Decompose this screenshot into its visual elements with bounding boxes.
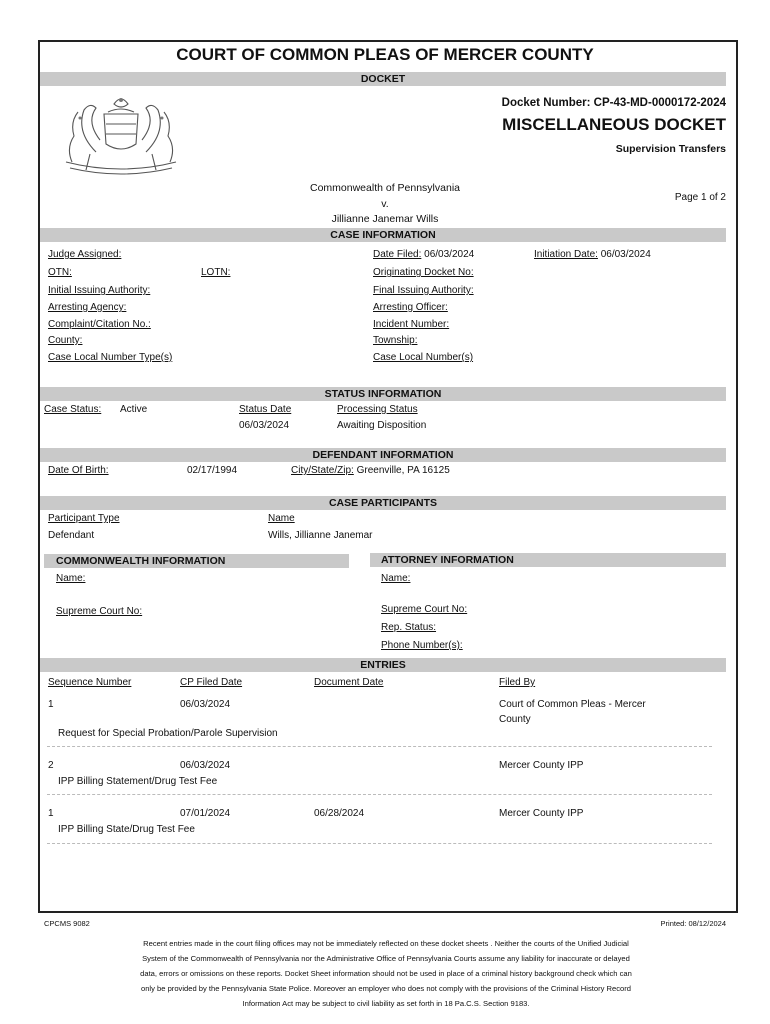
entry-description: Request for Special Probation/Parole Supervision	[58, 728, 278, 739]
status-info-title: STATUS INFORMATION	[324, 388, 442, 400]
attorney-supreme-court-label: Supreme Court No:	[381, 604, 468, 615]
participant-name-header: Name	[268, 513, 295, 524]
entry-cp-date: 07/01/2024	[180, 808, 231, 819]
docket-number: Docket Number: CP-43-MD-0000172-2024	[501, 97, 726, 109]
incident-number-label: Incident Number:	[373, 319, 450, 330]
entry-description: IPP Billing Statement/Drug Test Fee	[58, 776, 218, 787]
entry-filed-by: Mercer County IPP	[499, 808, 584, 819]
initiation-date-value: 06/03/2024	[600, 249, 651, 260]
processing-status-value: Awaiting Disposition	[337, 420, 427, 431]
entry-divider	[47, 746, 712, 747]
county-label: County:	[48, 335, 83, 346]
commonwealth-info-bar	[44, 554, 349, 568]
date-filed-value: 06/03/2024	[424, 249, 475, 260]
disclaimer-line: data, errors or omissions on these reports. Docket Sheet information should not be used in place of a criminal history background check which can	[140, 969, 632, 978]
case-local-number-label: Case Local Number(s)	[373, 352, 474, 363]
arresting-officer-label: Arresting Officer:	[373, 302, 448, 313]
docket-bar-label: DOCKET	[360, 73, 406, 85]
commonwealth-supreme-court-label: Supreme Court No:	[56, 606, 143, 617]
caption-line-3: Jillianne Janemar Wills	[331, 213, 439, 225]
entry-divider	[47, 843, 712, 844]
entry-sequence: 1	[48, 808, 54, 819]
commonwealth-info-title: COMMONWEALTH INFORMATION	[56, 555, 226, 567]
attorney-rep-status-label: Rep. Status:	[381, 622, 437, 633]
docket-bar	[40, 72, 726, 86]
township-label: Township:	[373, 335, 418, 346]
case-status-label: Case Status:	[44, 404, 102, 415]
caption-line-1: Commonwealth of Pennsylvania	[310, 182, 460, 194]
participant-name: Wills, Jillianne Janemar	[268, 530, 373, 541]
city-state-zip-value: Greenville, PA 16125	[356, 465, 450, 476]
entry-sequence: 1	[48, 699, 54, 710]
entries-header-sequence: Sequence Number	[48, 677, 132, 688]
case-participants-title: CASE PARTICIPANTS	[328, 497, 438, 509]
entries-header-cp-filed: CP Filed Date	[180, 677, 243, 688]
disclaimer	[86, 936, 686, 1011]
docket-subtitle: Supervision Transfers	[615, 143, 726, 155]
case-participants-bar	[40, 496, 726, 510]
dob-label: Date Of Birth:	[48, 465, 109, 476]
entries-title: ENTRIES	[360, 659, 406, 671]
entry-filed-by-line-2: County	[499, 714, 531, 725]
entry-doc-date: 06/28/2024	[314, 808, 365, 819]
printed-date: Printed: 08/12/2024	[660, 919, 726, 928]
disclaimer-line: Information Act may be subject to civil liability as set forth in 18 Pa.C.S. Section 9183.	[242, 999, 530, 1008]
caption-line-2: v.	[381, 198, 389, 210]
lotn-label: LOTN:	[201, 267, 231, 278]
court-title: COURT OF COMMON PLEAS OF MERCER COUNTY	[176, 45, 594, 64]
attorney-info-title: ATTORNEY INFORMATION	[381, 554, 514, 566]
pennsylvania-seal-icon	[56, 92, 186, 176]
participant-type: Defendant	[48, 530, 95, 541]
status-info-bar	[40, 387, 726, 401]
page-number: Page 1 of 2	[674, 192, 726, 203]
defendant-info-title: DEFENDANT INFORMATION	[312, 449, 454, 461]
disclaimer-line: Recent entries made in the court filing offices may not be immediately reflected on these docket sheets . Neither the courts of the Unified Judicial	[143, 939, 629, 948]
entry-filed-by: Mercer County IPP	[499, 760, 584, 771]
otn-label: OTN:	[48, 267, 72, 278]
defendant-info-bar	[40, 448, 726, 462]
entry-filed-by: Court of Common Pleas - Mercer	[499, 699, 646, 710]
entries-header-document-date: Document Date	[314, 677, 384, 688]
disclaimer-line: System of the Commonwealth of Pennsylvania nor the Administrative Office of Pennsylvania Courts assume any liability for inaccurate or delayed	[142, 954, 630, 963]
form-id: CPCMS 9082	[44, 919, 90, 928]
entry-description: IPP Billing State/Drug Test Fee	[58, 824, 195, 835]
dob-value: 02/17/1994	[187, 465, 238, 476]
processing-status-label: Processing Status	[337, 404, 418, 415]
status-date-value: 06/03/2024	[239, 420, 290, 431]
entries-bar	[40, 658, 726, 672]
attorney-info-bar	[370, 553, 726, 567]
participant-type-header: Participant Type	[48, 513, 120, 524]
entry-cp-date: 06/03/2024	[180, 699, 231, 710]
city-state-zip-label: City/State/Zip:	[291, 465, 354, 476]
complaint-label: Complaint/Citation No.:	[48, 319, 151, 330]
originating-docket-label: Originating Docket No:	[373, 267, 474, 278]
initial-issuing-authority-label: Initial Issuing Authority:	[48, 285, 151, 296]
disclaimer-line: only be provided by the Pennsylvania State Police. Moreover an employer who does not comply with the provisions of the Criminal History Record	[140, 984, 632, 993]
docket-type: MISCELLANEOUS DOCKET	[502, 115, 726, 134]
final-issuing-authority-label: Final Issuing Authority:	[373, 285, 474, 296]
date-filed-label: Date Filed:	[373, 249, 422, 260]
attorney-name-label: Name:	[381, 573, 411, 584]
case-status-value: Active	[120, 404, 148, 415]
case-info-bar	[40, 228, 726, 242]
arresting-agency-label: Arresting Agency:	[48, 302, 127, 313]
initiation-date	[534, 249, 651, 260]
initiation-date-label: Initiation Date:	[534, 249, 598, 260]
city-state-zip	[291, 465, 450, 476]
entries-header-filed-by: Filed By	[499, 677, 536, 688]
judge-label: Judge Assigned:	[48, 249, 122, 260]
attorney-phone-label: Phone Number(s):	[381, 640, 463, 651]
status-date-label: Status Date	[239, 404, 292, 415]
commonwealth-name-label: Name:	[56, 573, 86, 584]
case-info-title: CASE INFORMATION	[330, 229, 436, 241]
case-local-number-type-label: Case Local Number Type(s)	[48, 352, 173, 363]
entry-divider	[47, 794, 712, 795]
entry-cp-date: 06/03/2024	[180, 760, 231, 771]
entry-sequence: 2	[48, 760, 54, 771]
date-filed	[373, 249, 474, 260]
